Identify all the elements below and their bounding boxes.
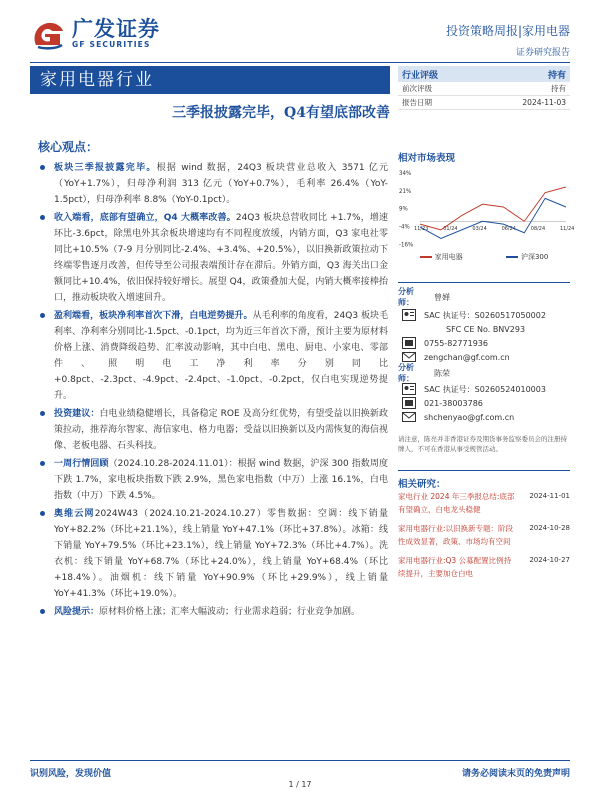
related-item[interactable]: 家用电器行业:Q3 公募配置比例持续提升，主要加仓白电 2024-10-27 (398, 556, 570, 578)
x-tick-label: 06/24 (501, 225, 516, 233)
analyst-cert: SAC 执证号：S0260517050002 (424, 310, 546, 320)
y-tick-label: 34% (399, 170, 412, 178)
logo-en: GF SECURITIES (72, 40, 151, 49)
analyst-cert: SAC 执证号：S0260524010003 (424, 384, 546, 394)
paragraph: 盈利端看，板块净利率首次下滑，白电逆势提升。从毛利率的角度看，24Q3 板块毛利率、净利率分别同比-1.5pct、-0.1pct，均为近三年首次下滑，预计主要为原材料价格上涨、消费降级趋势、汇率波动影响，其中白电、黑电、厨电、小家电、零部件、照明电工净利率分别同比+0.8pct、-2.3pct、-4.9pct、-2.4pct、-1.0pct、-0.2pct，仅白电实现逆势提升。 (38, 308, 388, 404)
phone-icon (402, 337, 416, 349)
y-tick-label: -16% (399, 242, 414, 249)
body-content (38, 160, 388, 622)
header-divider (30, 62, 570, 63)
related-list (398, 490, 570, 586)
analyst-label: 分析师： (398, 287, 414, 307)
paragraph: 一周行情回顾（2024.10.28-2024.11.01）：根据 wind 数据，沪深 300 指数周度下跌 1.7%，家电板块指数下跌 2.9%，黑色家电指数（中万）上涨 16.1%，白电指数（中万）下跌 4.5%。 (38, 456, 388, 504)
report-title: 三季报披露完毕，Q4有望底部改善 (172, 105, 390, 121)
page-number: 1 / 17 (288, 780, 312, 789)
key-points-title: 核心观点： (38, 140, 99, 154)
analyst-phone: 021-38003786 (424, 398, 483, 408)
analyst-email[interactable]: zengchan@gf.com.cn (424, 352, 510, 362)
y-tick-label: 21% (399, 188, 412, 195)
analyst-phone: 0755-82771936 (424, 338, 488, 348)
divider (398, 470, 570, 471)
paragraph: 收入端看，底部有望确立，Q4 大概率改善。24Q3 板块总营收同比 +1.7%，增速环比-3.6pct，除黑电外其余板块增速均有不同程度放缓，内销方面，Q3 家电社零同比+10.5%（7-9 月分别同比-2.4%、+3.4%、+20.5%），以旧换新政策拉动下终端零售逐月改善，但传导至公司报表端预计存在滞后。外销方面，Q3 海关出口金额同比+10.4%，依旧保持较好增长。展望 Q4，政策叠加大促，内销大概率接棒抬口，推动板块收入增速回升。 (38, 210, 388, 306)
market-title: 相对市场表现 (398, 153, 456, 164)
analyst-block (398, 287, 546, 364)
relative-performance-chart (398, 166, 575, 262)
rating-label: 行业评级 (402, 70, 439, 81)
logo-cn: 广发证券 (72, 17, 160, 41)
related-item[interactable]: 家用电器行业:以旧换新专题：阶段性成效显著，政策、市场均有空间 2024-10-28 (398, 524, 570, 546)
x-tick-label: 08/24 (530, 225, 546, 233)
footer-slogan: 识别风险，发现价值 (30, 769, 112, 779)
report-sub: 证券研究报告 (515, 48, 570, 58)
related-item[interactable]: 家电行业 2024 年三季报总结:底部有望确立，白电龙头稳健 2024-11-01 (398, 492, 570, 514)
rating-value: 持有 (547, 70, 566, 81)
legend-item: 沪深300 (506, 252, 548, 262)
x-tick-label: 11/24 (560, 225, 575, 233)
footer-disclaimer: 请务必阅读末页的免责声明 (461, 769, 570, 779)
footer-divider (30, 760, 570, 761)
email-icon (402, 411, 416, 423)
logo (30, 18, 160, 49)
related-title: 相关研究： (398, 479, 446, 490)
x-tick-label: 11/23 (414, 225, 429, 233)
y-tick-label: 9% (399, 206, 408, 213)
x-tick-label: 03/24 (472, 225, 487, 233)
gf-logo-icon (30, 19, 66, 49)
phone-icon (402, 397, 416, 409)
series-line (420, 198, 566, 238)
prev-rating-value: 持有 (551, 84, 566, 93)
analyst-cert2: SFC CE No. BNV293 (446, 324, 526, 334)
paragraph: 投资建议：白电业绩稳健增长，具备稳定 ROE 及高分红优势，有望受益以旧换新政策拉动，推荐海尔智家、海信家电、格力电器；受益以旧换新以及内需恢复的海信视像、老板电器、石头科技。 (38, 406, 388, 454)
id-card-icon (402, 309, 416, 321)
divider (398, 282, 570, 283)
paragraph: 板块三季报披露完毕。根据 wind 数据，24Q3 板块营业总收入 3571 亿元（YoY+1.7%），归母净利润 313 亿元（YoY+0.7%），毛利率 26.4%（YoY-1.5pct），归母净利率 8.8%（YoY-0.1pct）。 (38, 160, 388, 208)
report-date-value: 2024-11-03 (522, 98, 566, 107)
paragraph: 奥维云网2024W43（2024.10.21-2024.10.27）零售数据：空调：线下销量 YoY+82.2%（环比+21.1%），线上销量 YoY+47.1%（环比+37.8%）。冰箱：线下销量 YoY+79.5%（环比+23.1%），线上销量 YoY+72.3%（环比+4.7%）。洗衣机：线下销量 YoY+68.7%（环比+24.0%），线上销量 YoY+68.4%（环比+18.4%）。油烟机：线下销量 YoY+90.9%（环比+29.9%），线上销量 YoY+41.3%（环比+19.0%）。 (38, 506, 388, 602)
analyst-name: 曾婵 (434, 292, 450, 302)
prev-rating-label: 前次评级 (402, 84, 432, 93)
analyst-label: 分析师： (398, 363, 414, 383)
disclaimer: 请注意，陈亮并非香港证券及期货事务监察委员会的注册持牌人，不可在香港从事受规管活动。 (398, 435, 567, 453)
chart-legend (398, 252, 570, 262)
analyst-email[interactable]: shchenyao@gf.com.cn (424, 412, 515, 422)
paragraph: 风险提示：原材料价格上涨；汇率大幅波动；行业需求趋弱；行业竞争加剧。 (38, 604, 388, 620)
report-date-label: 报告日期 (402, 98, 432, 107)
report-type: 投资策略周报|家用电器 (445, 24, 570, 38)
analyst-name: 陈荣 (434, 368, 450, 378)
legend-item: 家用电器 (420, 252, 463, 262)
id-card-icon (402, 383, 416, 395)
rating-box (398, 66, 570, 110)
y-tick-label: -4% (399, 224, 410, 231)
x-tick-label: 01/24 (443, 225, 458, 233)
industry-banner: 家用电器行业 (30, 66, 390, 94)
analyst-block (398, 363, 546, 424)
